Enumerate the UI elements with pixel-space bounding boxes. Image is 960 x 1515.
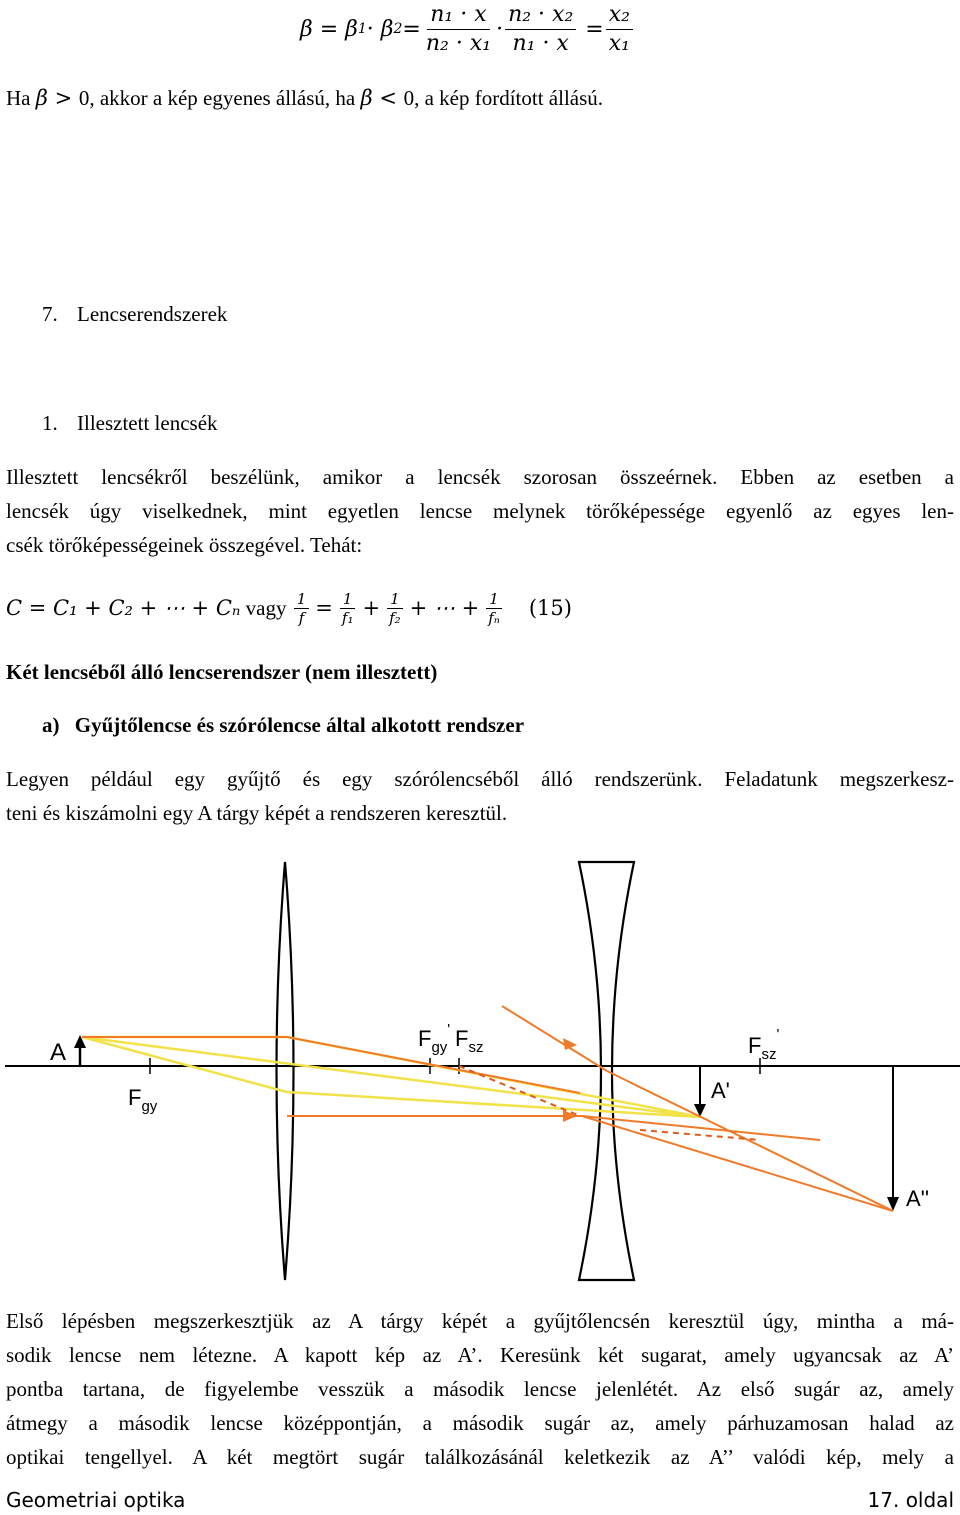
equation-number: (15) bbox=[528, 596, 572, 620]
intro-paragraph bbox=[6, 460, 954, 562]
vagy-word: vagy bbox=[240, 595, 292, 620]
sum-dots: + ⋯ + bbox=[409, 596, 480, 620]
fraction-f1 bbox=[339, 590, 357, 627]
den-f1: f₁ bbox=[341, 608, 354, 627]
f-gy-prime-sub: gy bbox=[431, 1039, 448, 1056]
sign-rule bbox=[6, 81, 603, 115]
f-sz-prime-sub: sz bbox=[761, 1046, 777, 1063]
section-number: 7. bbox=[42, 302, 58, 326]
formula-times: · bbox=[496, 16, 504, 42]
orange-rays bbox=[82, 1006, 893, 1211]
f-gy-label bbox=[128, 1085, 158, 1115]
num-one: 1 bbox=[486, 590, 502, 609]
yellow-ray-mid bbox=[82, 1037, 700, 1117]
fraction-2 bbox=[505, 1, 576, 58]
heading-a bbox=[42, 708, 524, 742]
fraction-1 bbox=[423, 1, 494, 58]
fraction-2-den: n₁ · x bbox=[512, 30, 569, 56]
formula-eq: = bbox=[402, 16, 421, 42]
f-gy-letter: F bbox=[128, 1085, 142, 1110]
f-sz-sub: sz bbox=[468, 1039, 484, 1056]
section-heading bbox=[42, 297, 227, 331]
example-line: teni és kiszámolni egy A tárgy képét a rendszeren keresztül. bbox=[6, 801, 508, 825]
image1-label: A' bbox=[711, 1078, 730, 1103]
section-title: Lencserendszerek bbox=[77, 302, 228, 326]
subsection-heading bbox=[42, 406, 218, 440]
converging-lens bbox=[277, 862, 294, 1280]
f-gy-prime-mark: ' bbox=[447, 1021, 451, 1038]
formula-lhs: β = β bbox=[300, 16, 358, 42]
sign-rule-math-2: β < bbox=[360, 86, 404, 110]
subscript-2: 2 bbox=[393, 21, 403, 37]
intro-line: csék törőképességeinek összegével. Tehát: bbox=[6, 533, 363, 557]
lens-sum-formula bbox=[6, 580, 572, 636]
heading-a-title: Gyűjtőlencse és szórólencse által alkotott rendszer bbox=[74, 713, 525, 737]
fraction-fn bbox=[485, 590, 503, 627]
example-paragraph bbox=[6, 762, 954, 830]
orange-ray-6 bbox=[582, 1116, 820, 1140]
intro-line: lencsék úgy viselkednek, mint egyetlen lencse melynek törőképessége egyenlő az egyes len- bbox=[6, 499, 954, 523]
heading-a-label: a) bbox=[42, 713, 60, 737]
fraction-1-den: n₂ · x₁ bbox=[425, 30, 492, 56]
two-lens-heading: Két lencséből álló lencserendszer (nem illesztett) bbox=[6, 660, 438, 684]
fraction-3-num: x₂ bbox=[606, 1, 633, 30]
sign-rule-text-2: 0, akkor a kép egyenes állású, ha bbox=[78, 86, 361, 110]
f-gy-prime-letter: F bbox=[418, 1026, 432, 1051]
sign-rule-math-1: β > bbox=[35, 86, 79, 110]
closing-line: optikai tengellyel. A két megtört sugár találkozásánál keletkezik az A’’ valódi kép, mely a bbox=[6, 1445, 954, 1469]
den-f2: f₂ bbox=[389, 608, 401, 627]
f-sz-prime-label bbox=[748, 1026, 779, 1063]
lens-system-diagram bbox=[0, 850, 960, 1290]
power-sum: C = C₁ + C₂ + ⋯ + Cₙ bbox=[6, 596, 241, 620]
fraction-f bbox=[294, 590, 310, 627]
orange-ray-2 bbox=[502, 1006, 607, 1071]
fraction-2-num: n₂ · x₂ bbox=[505, 1, 576, 30]
closing-line: Első lépésben megszerkesztjük az A tárgy képét a gyűjtőlencsén keresztül úgy, mintha a má- bbox=[6, 1309, 954, 1333]
sum-plus: + bbox=[362, 596, 381, 620]
orange-ray-3 bbox=[607, 1071, 893, 1211]
f-gy-sub: gy bbox=[141, 1098, 158, 1115]
den-f: f bbox=[298, 608, 305, 627]
fraction-3-den: x₁ bbox=[608, 30, 630, 56]
closing-line: pontba tartana, de figyelembe vesszük a második lencse jelenlétét. Az első sugár az, amely bbox=[6, 1377, 954, 1401]
f-sz-prime-letter: F bbox=[748, 1033, 762, 1058]
den-fn: fₙ bbox=[488, 608, 500, 627]
formula-dot: · β bbox=[366, 16, 394, 42]
f-sz-label bbox=[455, 1026, 483, 1056]
subsection-title: Illesztett lencsék bbox=[77, 411, 218, 435]
sign-rule-text-1: Ha bbox=[6, 86, 36, 110]
subscript-1: 1 bbox=[357, 21, 367, 37]
yellow-rays bbox=[82, 1037, 700, 1117]
orange-ray-arrowhead-2 bbox=[563, 1110, 577, 1122]
fraction-f2 bbox=[386, 590, 404, 627]
fraction-3 bbox=[606, 1, 633, 58]
closing-line: sodik lencse nem létezne. A kapott kép az A’. Keresünk két sugarat, amely ugyancsak az A’ bbox=[6, 1343, 954, 1367]
num-one: 1 bbox=[387, 590, 403, 609]
object-label: A bbox=[50, 1039, 67, 1066]
num-one: 1 bbox=[294, 590, 310, 609]
closing-paragraph bbox=[6, 1304, 954, 1474]
subsection-number: 1. bbox=[42, 411, 58, 435]
fraction-1-num: n₁ · x bbox=[427, 1, 489, 30]
footer-left: Geometriai optika bbox=[6, 1488, 186, 1512]
intro-line: Illesztett lencsékről beszélünk, amikor a lencsék szorosan összeérnek. Ebben az esetben a bbox=[6, 465, 954, 489]
f-sz-prime-mark: ' bbox=[776, 1026, 780, 1043]
num-one: 1 bbox=[340, 590, 356, 609]
magnification-formula bbox=[300, 0, 635, 58]
f-sz-letter: F bbox=[455, 1026, 469, 1051]
yellow-ray-bottom bbox=[82, 1037, 287, 1092]
formula-eq-2: = bbox=[578, 16, 604, 42]
footer-right: 17. oldal bbox=[867, 1488, 954, 1512]
image2-label: A'' bbox=[906, 1186, 930, 1211]
f-gy-prime-label bbox=[418, 1021, 450, 1056]
sign-rule-text-3: 0, a kép fordított állású. bbox=[403, 86, 604, 110]
orange-ray-5 bbox=[582, 1116, 893, 1211]
example-line: Legyen például egy gyűjtő és egy szórólencséből álló rendszerünk. Feladatunk megszerkesz- bbox=[6, 767, 954, 791]
closing-line: átmegy a második lencse középpontján, a második sugár az, amely párhuzamosan halad az bbox=[6, 1411, 954, 1435]
sum-eq: = bbox=[315, 596, 333, 620]
